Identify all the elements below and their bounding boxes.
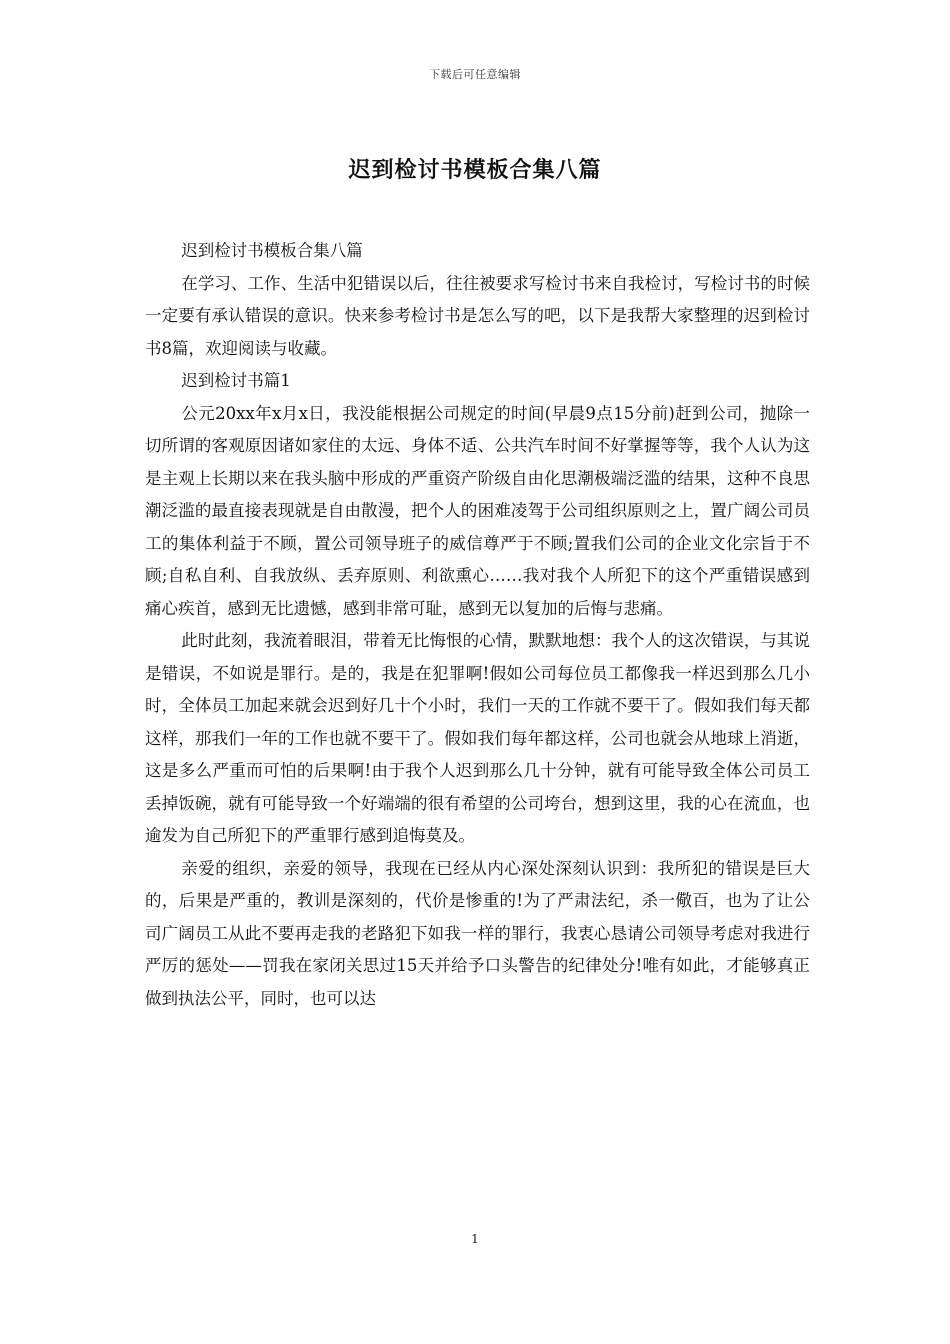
body-paragraph: 公元20xx年x月x日，我没能根据公司规定的时间(早晨9点15分前)赶到公司，抛除一切所谓的客观原因诸如家住的太远、身体不适、公共汽车时间不好掌握等等，我个人认为这是主观上长期以来在我头脑中形成的严重资产阶级自由化思潮极端泛滥的结果，这种不良思潮泛滥的最直接表现就是自由散漫，把个人的困难凌驾于公司组织原则之上，置广阔公司员工的集体利益于不顾，置公司领导班子的威信尊严于不顾;置我们公司的企业文化宗旨于不顾;自私自利、自我放纵、丢弃原则、利欲熏心……我对我个人所犯下的这个严重错误感到痛心疾首，感到无比遗憾，感到非常可耻，感到无以复加的后悔与悲痛。 — [145, 403, 810, 618]
body-paragraph-subtitle: 迟到检讨书模板合集八篇 — [181, 241, 363, 260]
page-number: 1 — [471, 1232, 479, 1246]
page-header-note: 下载后可任意编辑 — [429, 68, 521, 81]
body-paragraph-section-heading: 迟到检讨书篇1 — [181, 371, 291, 390]
body-paragraph-intro: 在学习、工作、生活中犯错误以后，往往被要求写检讨书来自我检讨，写检讨书的时候一定要有承认错误的意识。快来参考检讨书是怎么写的吧，以下是我帮大家整理的迟到检讨书8篇，欢迎阅读与收藏。 — [145, 273, 810, 358]
document-title: 迟到检讨书模板合集八篇 — [348, 157, 602, 183]
document-body — [145, 235, 810, 1015]
body-paragraph: 此时此刻，我流着眼泪，带着无比悔恨的心情，默默地想：我个人的这次错误，与其说是错误，不如说是罪行。是的，我是在犯罪啊!假如公司每位员工都像我一样迟到那么几小时，全体员工加起来就会迟到好几十个小时，我们一天的工作就不要干了。假如我们每天都这样，那我们一年的工作也就不要干了。假如我们每年都这样，公司也就会从地球上消逝，这是多么严重而可怕的后果啊!由于我个人迟到那么几十分钟，就有可能导致全体公司员工丢掉饭碗，就有可能导致一个好端端的很有希望的公司垮台，想到这里，我的心在流血，也逾发为自己所犯下的严重罪行感到追悔莫及。 — [145, 631, 810, 845]
body-paragraph: 亲爱的组织，亲爱的领导，我现在已经从内心深处深刻认识到：我所犯的错误是巨大的，后果是严重的，教训是深刻的，代价是惨重的!为了严肃法纪，杀一儆百，也为了让公司广阔员工从此不要再走我的老路犯下如我一样的罪行，我衷心恳请公司领导考虑对我进行严厉的惩处——罚我在家闭关思过15天并给予口头警告的纪律处分!唯有如此，才能够真正做到执法公平，同时，也可以达 — [145, 858, 810, 1008]
